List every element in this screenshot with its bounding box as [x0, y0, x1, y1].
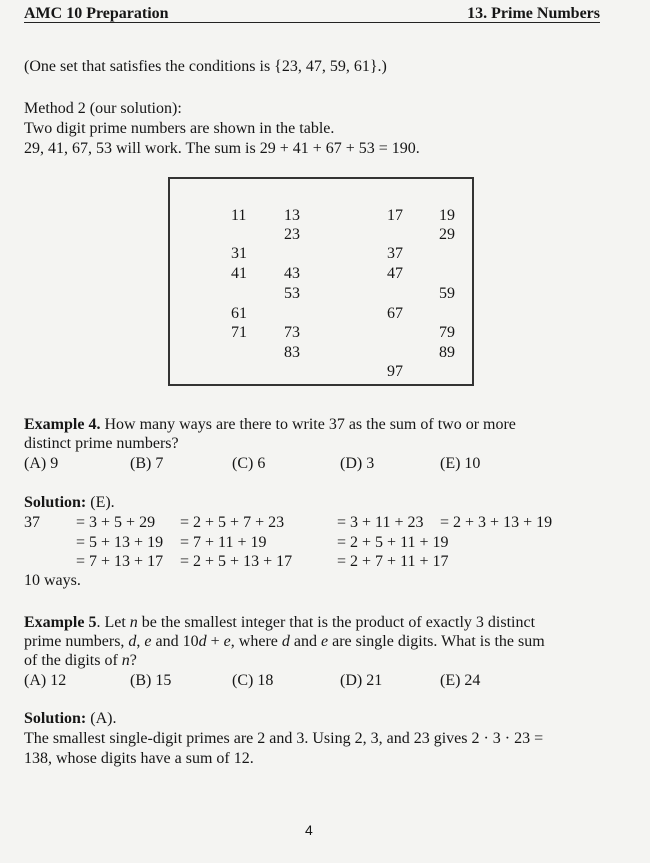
example5-text: be the smallest integer that is the product of exactly 3 distinct: [137, 614, 536, 631]
var-n: n: [129, 614, 138, 631]
example5-solution-line-2: 138, whose digits have a sum of 12.: [24, 750, 254, 767]
table-cell: 41: [231, 265, 247, 282]
table-cell: 17: [387, 207, 403, 224]
example5-text: prime numbers,: [24, 633, 129, 650]
table-cell: 59: [439, 285, 455, 302]
prime-table: [168, 177, 474, 386]
example5-text: ?: [129, 652, 137, 669]
example4-choice-e: (E) 10: [440, 455, 481, 472]
var-e: e: [320, 633, 329, 650]
table-cell: 71: [231, 324, 247, 341]
example5-choice-d: (D) 21: [340, 672, 383, 689]
table-cell: 13: [284, 207, 300, 224]
example5-text: ,: [136, 633, 145, 650]
solution-answer: (E).: [86, 494, 115, 511]
solution-answer: (A).: [86, 710, 117, 727]
sum-expression: = 2 + 5 + 13 + 17: [180, 553, 293, 570]
example5-label: Example 5: [24, 614, 97, 631]
example4-conclusion: 10 ways.: [24, 572, 81, 589]
table-cell: 37: [387, 245, 403, 262]
table-cell: 31: [231, 245, 247, 262]
intro-line-1: (One set that satisfies the conditions is {23, 47, 59, 61}.): [24, 58, 387, 75]
table-cell: 43: [284, 265, 300, 282]
sum-expression: = 2 + 5 + 7 + 23: [180, 514, 285, 531]
table-cell: 11: [231, 207, 247, 224]
example5-text: +: [206, 633, 224, 650]
example4-line-2: distinct prime numbers?: [24, 435, 179, 452]
example4-choice-b: (B) 7: [130, 455, 164, 472]
sum-expression: = 2 + 5 + 11 + 19: [337, 534, 449, 551]
table-cell: 73: [284, 324, 300, 341]
sum-expression: = 3 + 5 + 29: [76, 514, 156, 531]
sum-expression: = 7 + 11 + 19: [180, 534, 267, 551]
example5-choice-e: (E) 24: [440, 672, 481, 689]
table-cell: 67: [387, 305, 403, 322]
example5-line-2: [24, 633, 545, 651]
method-title: Method 2 (our solution):: [24, 100, 182, 117]
header-rule: [24, 22, 600, 23]
example5-text: and 10: [151, 633, 199, 650]
example5-choice-a: (A) 12: [24, 672, 67, 689]
var-d: d: [128, 633, 137, 650]
table-cell: 83: [284, 344, 300, 361]
header-chapter: 13. Prime Numbers: [467, 5, 600, 22]
example5-text: , where: [230, 633, 282, 650]
example5-text: are single digits. What is the sum: [328, 633, 545, 650]
solution-label: Solution:: [24, 710, 87, 727]
sum-expression: = 2 + 7 + 11 + 17: [337, 553, 449, 570]
example5-text: of the digits of: [24, 652, 122, 669]
table-cell: 79: [439, 324, 455, 341]
table-cell: 53: [284, 285, 300, 302]
var-d: d: [198, 633, 207, 650]
var-n: n: [121, 652, 130, 669]
sum-lead: 37: [24, 514, 40, 531]
table-cell: 23: [284, 226, 300, 243]
table-cell: 29: [439, 226, 455, 243]
example4-choice-a: (A) 9: [24, 455, 59, 472]
solution-label: Solution:: [24, 494, 87, 511]
table-cell: 97: [387, 363, 403, 380]
table-cell: 61: [231, 305, 247, 322]
sum-expression: = 7 + 13 + 17: [76, 553, 164, 570]
example4-choice-c: (C) 6: [232, 455, 266, 472]
var-d: d: [281, 633, 290, 650]
example4-line-1: [24, 416, 516, 434]
sum-expression: = 2 + 3 + 13 + 19: [440, 514, 553, 531]
sum-expression: = 3 + 11 + 23: [337, 514, 424, 531]
table-cell: 89: [439, 344, 455, 361]
sum-expression: = 5 + 13 + 19: [76, 534, 164, 551]
example5-text: and: [289, 633, 321, 650]
example4-text: How many ways are there to write 37 as the sum of two or more: [100, 416, 516, 433]
example4-solution: [24, 494, 115, 512]
example5-choice-c: (C) 18: [232, 672, 274, 689]
header-title: AMC 10 Preparation: [24, 5, 169, 22]
example5-text: . Let: [96, 614, 130, 631]
example5-solution: [24, 710, 116, 728]
example4-label: Example 4.: [24, 416, 101, 433]
example4-choice-d: (D) 3: [340, 455, 375, 472]
intro-line-2: Two digit prime numbers are shown in the table.: [24, 120, 335, 137]
intro-line-3: 29, 41, 67, 53 will work. The sum is 29 + 41 + 67 + 53 = 190.: [24, 140, 420, 157]
var-e: e: [223, 633, 231, 650]
var-e: e: [144, 633, 152, 650]
example5-line-3: [24, 652, 137, 670]
example5-line-1: [24, 614, 535, 632]
page-number: 4: [305, 822, 313, 838]
example5-choice-b: (B) 15: [130, 672, 172, 689]
table-cell: 19: [439, 207, 455, 224]
example5-solution-line-1: The smallest single-digit primes are 2 and 3. Using 2, 3, and 23 gives 2 · 3 · 23 =: [24, 730, 544, 747]
table-cell: 47: [387, 265, 403, 282]
